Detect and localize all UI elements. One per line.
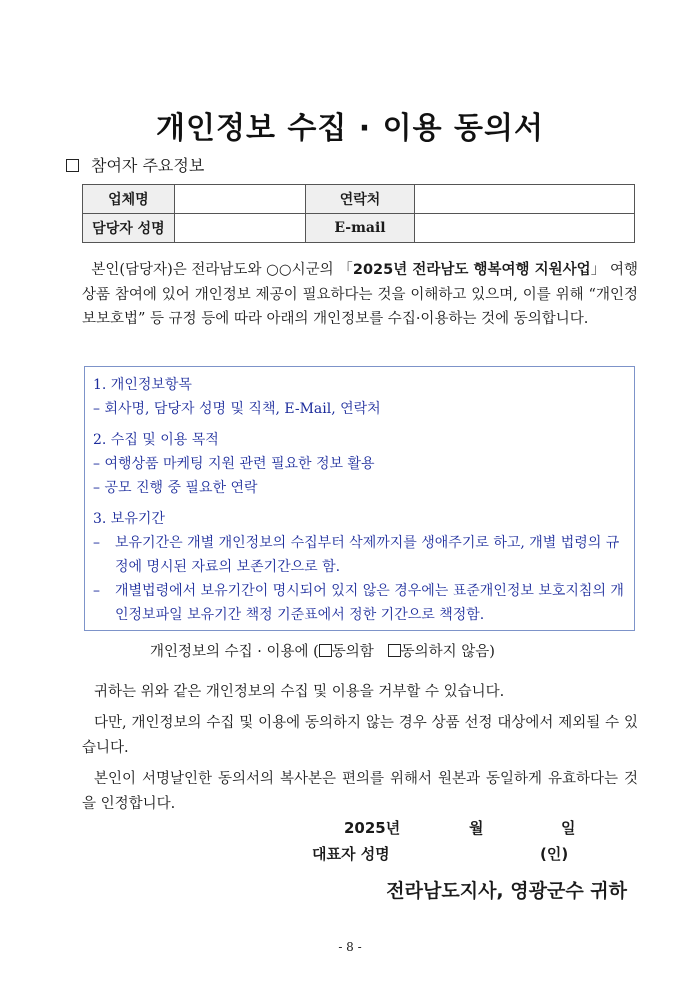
- date-month: 월: [469, 819, 484, 837]
- date-year: 2025년: [344, 819, 401, 837]
- item2-title: 2. 수집 및 이용 목적: [93, 432, 219, 448]
- agreement-line: [150, 640, 495, 661]
- contact-label: 연락처: [305, 185, 415, 214]
- dash-bullet: –: [93, 535, 100, 551]
- disagree-checkbox[interactable]: [388, 644, 401, 657]
- item3-entry: [93, 579, 626, 627]
- intro-text-start: 본인(담당자)은 전라남도와 ○○시군의 「: [91, 262, 353, 278]
- document-title: 개인정보 수집 · 이용 동의서: [156, 111, 544, 146]
- date-day: 일: [561, 819, 576, 837]
- representative-label: 대표자 성명: [312, 845, 390, 863]
- agreement-suffix: ): [489, 644, 495, 660]
- item2-line: – 여행상품 마케팅 지원 관련 필요한 정보 활용: [93, 456, 375, 472]
- item3-title: 3. 보유기간: [93, 511, 165, 527]
- manager-name-field[interactable]: [174, 214, 305, 243]
- contact-field[interactable]: [415, 185, 635, 214]
- dash-bullet: –: [93, 583, 100, 599]
- intro-paragraph: [82, 258, 638, 332]
- seal-mark: (인): [540, 845, 569, 863]
- email-label: E-mail: [305, 214, 415, 243]
- intro-text-end: 」 여행상품 참여에 있어 개인정보 제공이 필요하다는 것을 이해하고 있으며, 이를 위해 “개인정보보호법” 등 규정 등에 따라 아래의 개인정보를 수집·이용하는 것에 동의합니다.: [82, 262, 639, 327]
- notice-copy-validity: 본인이 서명날인한 동의서의 복사본은 편의를 위해서 원본과 동일하게 유효하다는 것을 인정합니다.: [82, 771, 638, 812]
- participant-info-table: [82, 184, 635, 243]
- disagree-label: 동의하지 않음: [400, 644, 490, 660]
- manager-name-label: 담당자 성명: [83, 214, 175, 243]
- section-label: 참여자 주요정보: [91, 156, 205, 175]
- square-bullet-icon: [66, 159, 79, 172]
- page-number: - 8 -: [338, 940, 362, 954]
- item3-entry: [93, 531, 626, 579]
- addressee: 전라남도지사, 영광군수 귀하: [386, 880, 627, 902]
- table-row: [83, 185, 635, 214]
- item1-title: 1. 개인정보항목: [93, 377, 192, 393]
- item1-line: – 회사명, 담당자 성명 및 직책, E-Mail, 연락처: [93, 401, 381, 417]
- notice-paragraphs: [82, 680, 638, 823]
- section-header: [66, 153, 204, 176]
- item2-line: – 공모 진행 중 필요한 연락: [93, 480, 258, 496]
- email-field[interactable]: [415, 214, 635, 243]
- agree-checkbox[interactable]: [319, 644, 332, 657]
- notice-exclusion: 다만, 개인정보의 수집 및 이용에 동의하지 않는 경우 상품 선정 대상에서 제외될 수 있습니다.: [82, 715, 638, 756]
- company-name-label: 업체명: [83, 185, 175, 214]
- consent-details-box: [84, 366, 635, 631]
- company-name-field[interactable]: [174, 185, 305, 214]
- table-row: [83, 214, 635, 243]
- program-name: 2025년 전라남도 행복여행 지원사업: [352, 262, 591, 278]
- agreement-prefix: 개인정보의 수집 · 이용에 (: [150, 644, 319, 660]
- agree-label: 동의함: [331, 644, 374, 660]
- item3-line: 보유기간은 개별 개인정보의 수집부터 삭제까지를 생애주기로 하고, 개별 법령의 규정에 명시된 자료의 보존기간으로 함.: [115, 535, 620, 575]
- notice-refusal: 귀하는 위와 같은 개인정보의 수집 및 이용을 거부할 수 있습니다.: [94, 684, 505, 700]
- item3-line: 개별법령에서 보유기간이 명시되어 있지 않은 경우에는 표준개인정보 보호지침의 개인정보파일 보유기간 책정 기준표에서 정한 기간으로 책정함.: [115, 583, 624, 623]
